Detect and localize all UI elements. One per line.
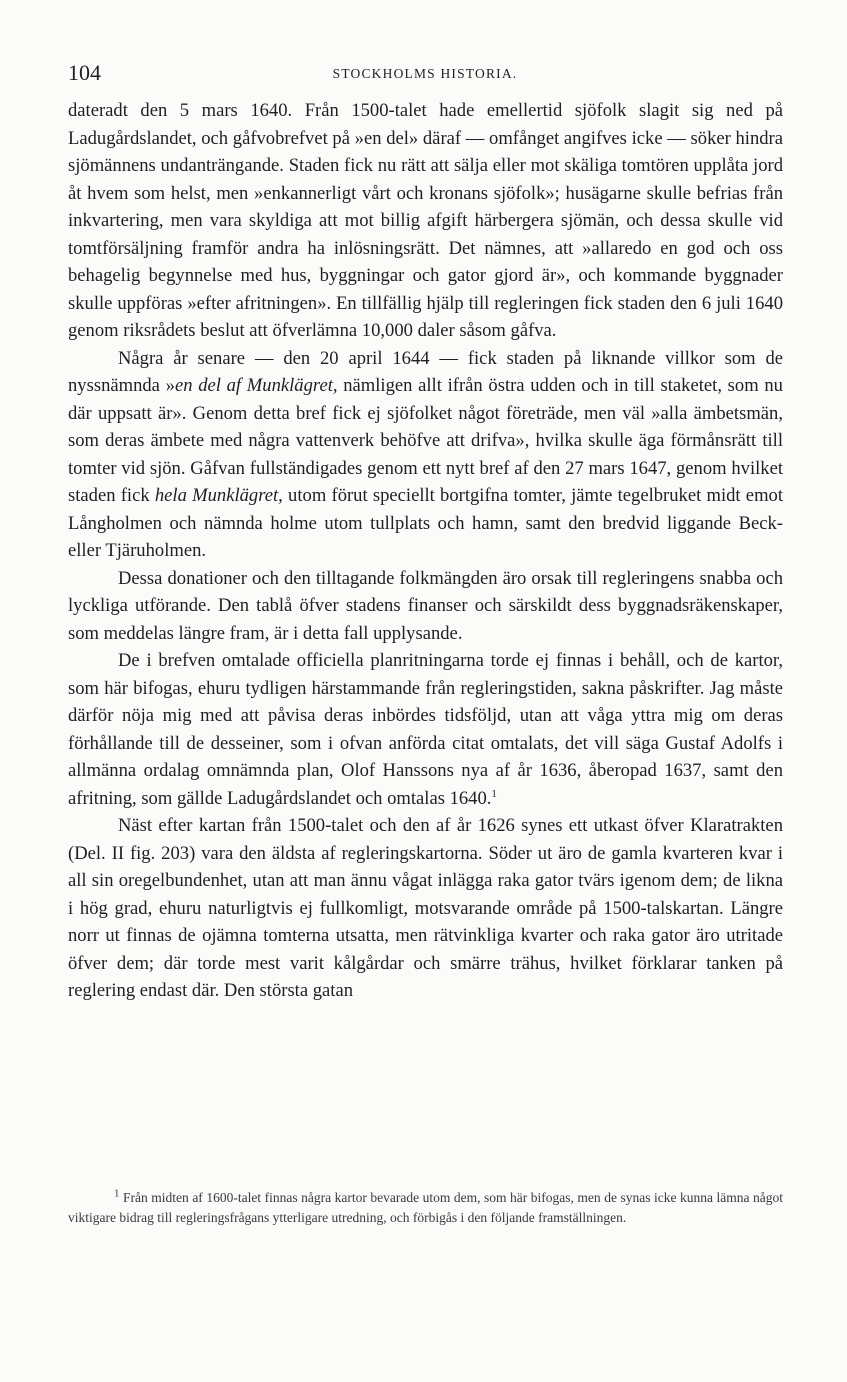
paragraph-4: De i brefven omtalade officiella planritningarna torde ej finnas i behåll, och de kartor, som här bifogas, ehuru tydligen härstammande från regleringstiden, sakna påskrifter. Jag måste därför nöja mig med att påvisa deras inbördes tidsföljd, utan att våga yttra mig om deras förhållande till de desseiner, som i ofvan anförda citat omtalats, det vill säga Gustaf Adolfs i allmänna ordalag omnämnda plan, Olof Hanssons nya af år 1636, åberopad 1637, samt den afritning, som gällde Ladugårdslandet och omtalas 1640.$^1$ xyxy=(68,650,783,809)
paragraph-2: Några år senare — den 20 april 1644 — fick staden på liknande villkor som de nyssnämnda »en del af Munklägret, nämligen allt ifrån östra udden och in till staketet, som nu där uppsatt är». Genom detta bref fick ej sjöfolket något företräde, men väl »alla ämbetsmän, som deras ämbete med några vattenverk behöfve att drifva», hvilka skulle äga förmånsrätt till tomter vid sjön. Gåfvan fullständigades genom ett nytt bref af den 27 mars 1647, genom hvilket staden fick hela Munklägret, utom förut speciellt bortgifna tomter, jämte tegelbruket midt emot Långholmen och nämnda holme utom tullplats och hamn, samt den bredvid liggande Beck- eller Tjäruholmen. xyxy=(68,347,783,561)
footnote xyxy=(68,1188,783,1227)
footnote-text: Från midten af 1600-talet finnas några kartor bevarade utom dem, som här bifogas, men de synas icke kunna lämna något viktigare bidrag till regleringsfrågans ytterligare utredning, och förbigås i den följande framställningen. xyxy=(68,1190,784,1225)
italic-phrase: en del af Munklägret, xyxy=(174,375,338,396)
running-title: STOCKHOLMS HISTORIA. xyxy=(332,66,518,81)
page-header xyxy=(68,60,782,86)
paragraph-1: dateradt den 5 mars 1640. Från 1500-talet hade emellertid sjöfolk slagit sig ned på Ladugårdslandet, och gåfvobrefvet på »en del» däraf — omfånget angifves icke — söker hindra sjömännens undanträngande. Staden fick nu rätt att sälja eller mot skäliga tomtören upplåta jord åt hvem som helst, men »enkannerligt vårt och kronans sjöfolk»; husägarne skulle befrias från inkvartering, men vara skyldiga att mot billig afgift härbergera sjömän, och dessa skulle vid tomtförsäljning framför andra ha inlösningsrätt. Det nämnes, att »allaredo en god och oss behagelig begynnelse med hus, byggningar och gator gjord är», och kommande byggnader skulle uppföras »efter afritningen». En tillfällig hjälp till regleringen fick staden den 6 juli 1640 genom riksrådets beslut att öfverlämna 10,000 daler såsom gåfva. xyxy=(68,100,783,341)
paragraph-3: Dessa donationer och den tilltagande folkmängden äro orsak till regleringens snabba och lyckliga utförande. Den tablå öfver stadens finanser och särskildt dess byggnadsräkenskaper, som meddelas längre fram, är i detta fall upplysande. xyxy=(68,567,783,644)
italic-phrase: hela Munklägret, xyxy=(154,485,283,506)
paragraph-5: Näst efter kartan från 1500-talet och den af år 1626 synes ett utkast öfver Klaratrakten (Del. II fig. 203) vara den äldsta af regleringskartorna. Söder ut äro de gamla kvarteren kvar i all sin oregelbundenhet, utan att man ännu vågat inlägga raka gator tvärs igenom dem; de likna i hög grad, ehuru naturligtvis ej fullkomligt, motsvarande område på 1500-talskartan. Längre norr ut finnas de ojämna tomterna utsatta, men rätvinkliga kvarter och raka gator äro utritade öfver dem; där torde mest varit kålgårdar och smärre trähus, hvilket förklarar tanken på reglering endast där. Den största gatan xyxy=(68,815,783,1001)
body-text xyxy=(68,97,783,1005)
footnote-ref: 1 xyxy=(491,787,497,800)
page-number: 104 xyxy=(68,60,101,85)
footnote-mark: 1 xyxy=(114,1187,120,1200)
